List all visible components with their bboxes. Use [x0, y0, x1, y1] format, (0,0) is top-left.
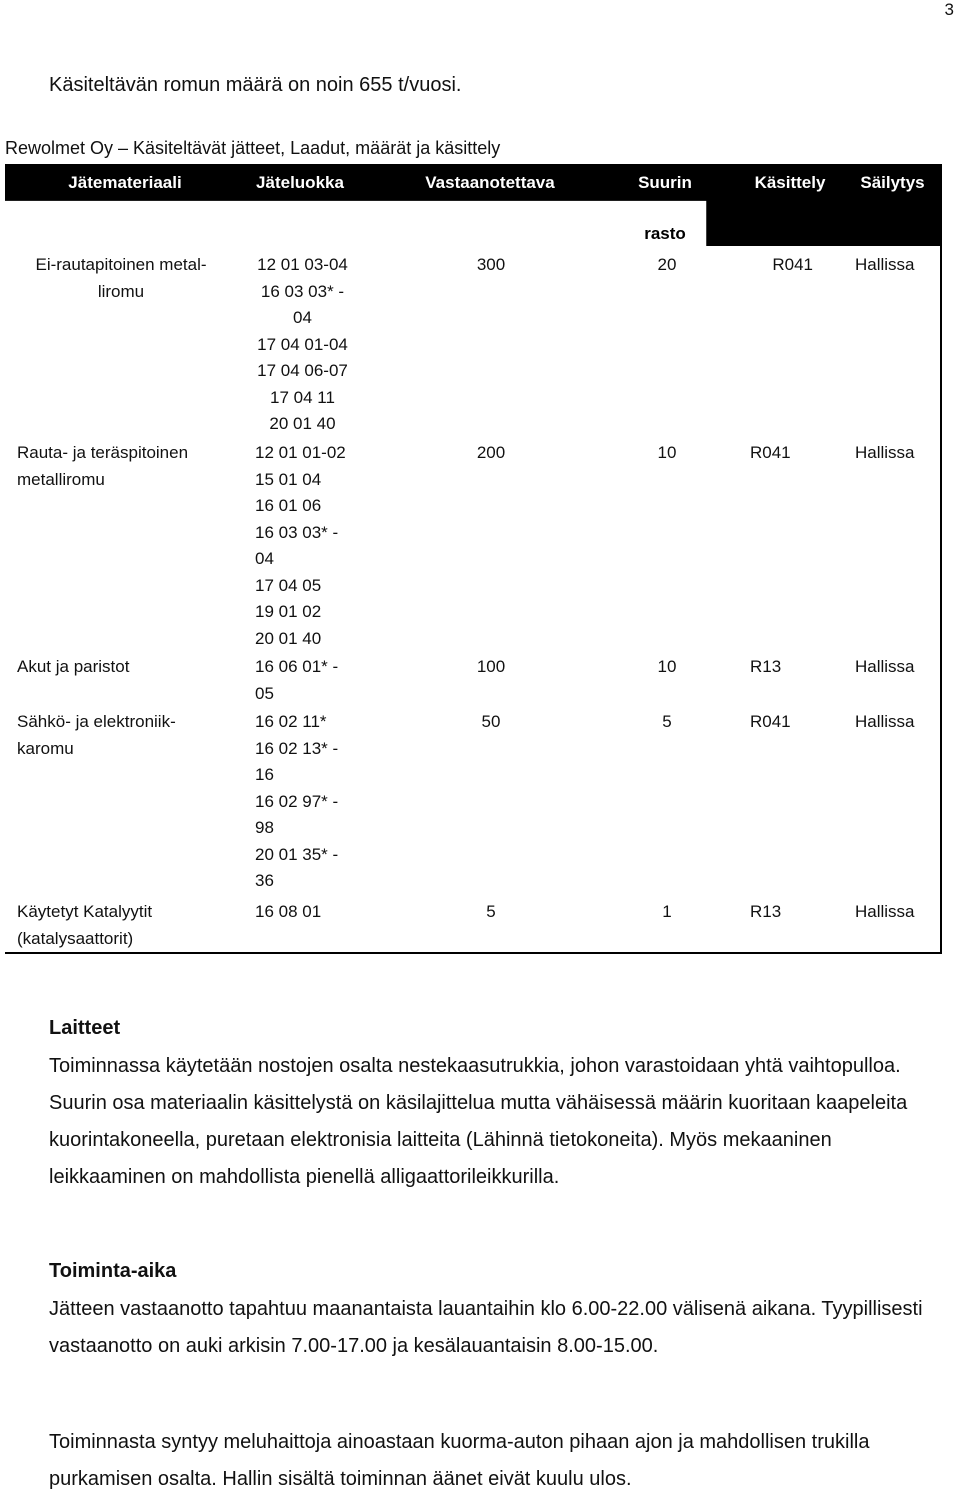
- waste-table: [5, 164, 942, 954]
- row4-processing: R041: [750, 712, 791, 731]
- row1-quantity: 300: [476, 255, 506, 274]
- row2-max-storage: 10: [657, 443, 677, 462]
- section-heading-hours: Toiminta-aika: [49, 1260, 177, 1282]
- header-quantity: Vastaanotettava määrä (t/vuosi): [425, 173, 555, 218]
- row2-quantity: 200: [476, 443, 506, 462]
- header-processing: Käsittely: [754, 173, 826, 192]
- intro-text: Käsiteltävän romun määrä on noin 655 t/vuosi.: [49, 74, 462, 96]
- row5-processing: R13: [750, 902, 782, 921]
- row4-material: Sähkö- ja elektroniik- karomu: [17, 712, 176, 758]
- page-number: 3: [944, 0, 954, 19]
- table-title: Rewolmet Oy – Käsiteltävät jätteet, Laadut, määrät ja käsittely: [5, 138, 501, 158]
- row1-material: Ei-rautapitoinen metal- liromu: [35, 255, 207, 301]
- row2-storage: Hallissa: [855, 443, 915, 462]
- header-storage: Säilytys: [860, 173, 925, 192]
- row1-max-storage: 20: [657, 255, 677, 274]
- row3-material: Akut ja paristot: [17, 657, 130, 676]
- section-text-noise: Toiminnasta syntyy meluhaittoja ainoastaan kuorma-auton pihaan ajon ja mahdollisen trukilla purkamisen osalta. Hallin sisältä toiminnan äänet eivät kuulu ulos.: [49, 1431, 870, 1490]
- row4-storage: Hallissa: [855, 712, 915, 731]
- row1-processing: R041: [772, 255, 813, 274]
- row5-quantity: 5: [486, 902, 496, 921]
- row3-processing: R13: [750, 657, 782, 676]
- row2-codes: 12 01 01-02 15 01 04 16 01 06 16 03 03* - 04 17 04 05 19 01 02 20 01 40: [255, 443, 346, 648]
- row1-storage: Hallissa: [855, 255, 915, 274]
- row5-max-storage: 1: [662, 902, 672, 921]
- row3-quantity: 100: [476, 657, 506, 676]
- row2-material: Rauta- ja teräspitoinen metalliromu: [17, 443, 189, 489]
- section-heading-equipment: Laitteet: [49, 1017, 121, 1039]
- row4-quantity: 50: [481, 712, 501, 731]
- row5-material: Käytetyt Katalyytit (katalysaattorit): [17, 902, 153, 948]
- header-code: Jäteluokka: [256, 173, 344, 192]
- row3-max-storage: 10: [657, 657, 677, 676]
- header-max-storage-cont: rasto: [644, 224, 686, 243]
- header-material: Jätemateriaali: [68, 173, 182, 192]
- header-max-storage: Suurin kertava-: [632, 173, 698, 218]
- row2-processing: R041: [750, 443, 791, 462]
- row5-storage: Hallissa: [855, 902, 915, 921]
- row5-codes: 16 08 01: [255, 902, 322, 921]
- section-text-hours: Jätteen vastaanotto tapahtuu maanantaista lauantaihin klo 6.00-22.00 välisenä aikana. Tyypillisesti vastaanotto on auki arkisin 7.00-17.00 ja kesälauantaisin 8.00-15.00.: [49, 1298, 923, 1357]
- row1-codes: 12 01 03-04 16 03 03* - 04 17 04 01-04 17 04 06-07 17 04 11 20 01 40: [257, 255, 348, 433]
- row4-max-storage: 5: [662, 712, 672, 731]
- section-text-equipment: Toiminnassa käytetään nostojen osalta nestekaasutrukkia, johon varastoidaan yhtä vaihtopulloa. Suurin osa materiaalin käsittelystä on käsilajittelua mutta vähäisessä määrin kuoritaan kaapeleita kuorintakoneella, puretaan elektronisia laitteita (Lähinnä tietokoneita). Myös mekaaninen leikkaaminen on mahdollista pienellä alligaattorileikkurilla.: [49, 1055, 908, 1188]
- row3-codes: 16 06 01* - 05: [255, 657, 339, 703]
- row3-storage: Hallissa: [855, 657, 915, 676]
- row4-codes: 16 02 11* 16 02 13* - 16 16 02 97* - 98 20 01 35* - 36: [255, 712, 339, 890]
